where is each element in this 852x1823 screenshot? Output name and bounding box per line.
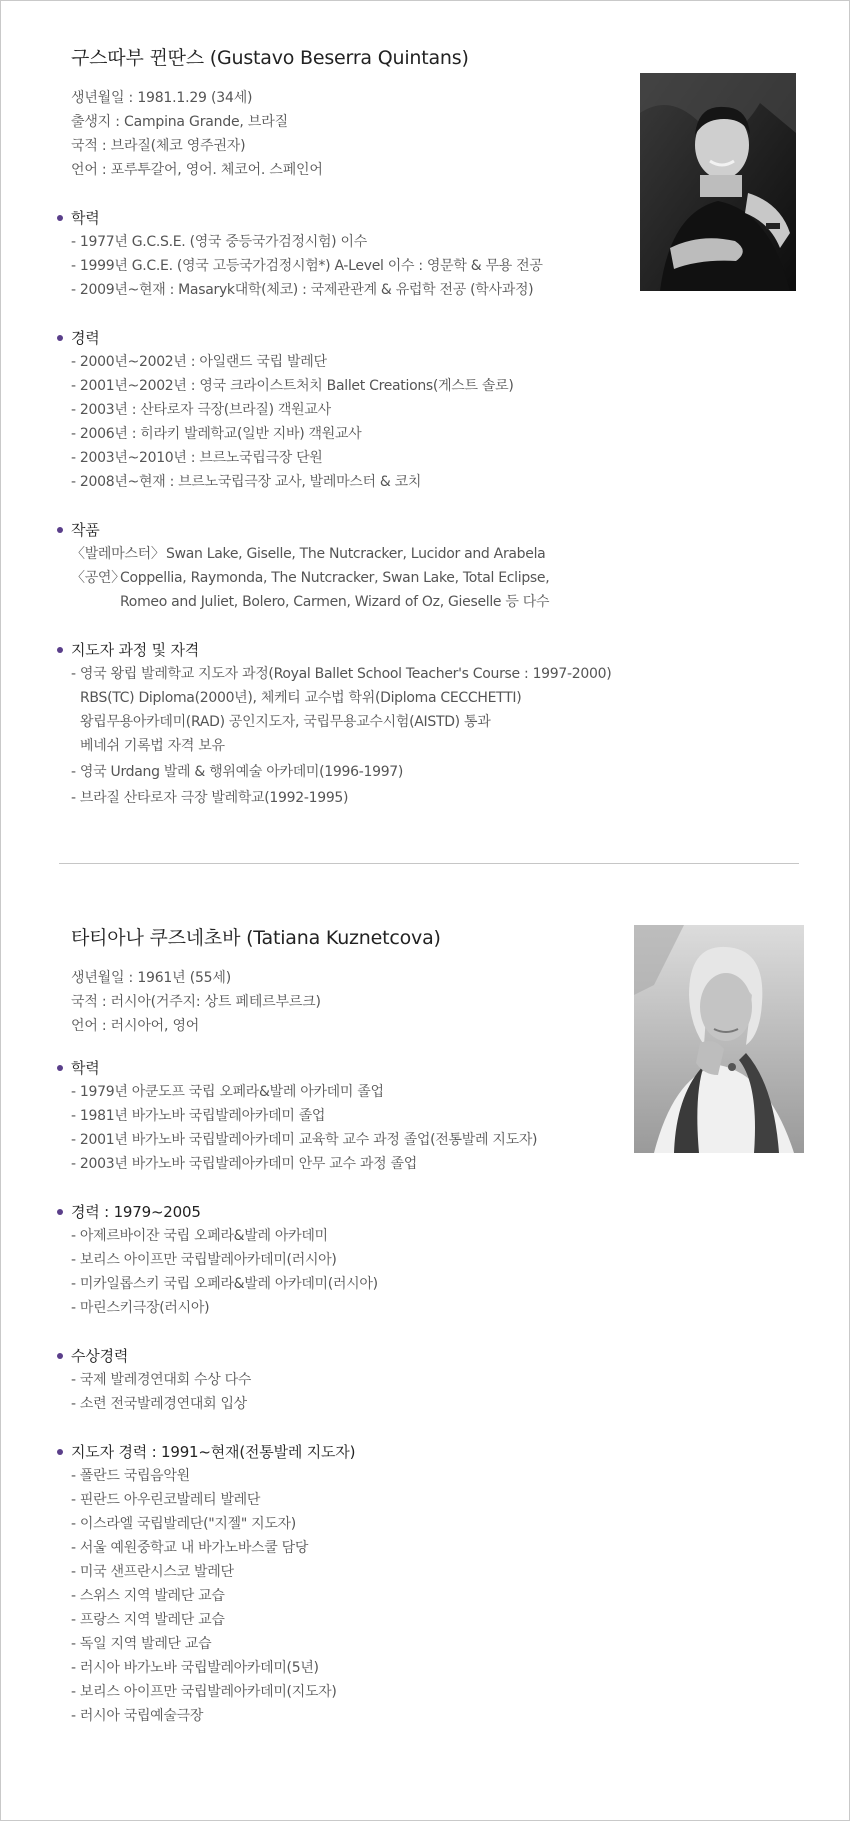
list-item: - 서울 예원중학교 내 바가노바스쿨 담당 (71, 1540, 309, 1556)
list-item: - 영국 왕립 발레학교 지도자 과정(Royal Ballet School Teacher's Course : 1997-2000) (71, 666, 612, 682)
bullet-icon (57, 1065, 63, 1071)
list-item: - 2003년 바가노바 국립발레아카데미 안무 교수 과정 졸업 (71, 1156, 417, 1172)
info-nationality: 국적 : 브라질(체코 영주권자) (71, 138, 246, 154)
bullet-icon (57, 335, 63, 341)
bullet-icon (57, 1209, 63, 1215)
section-education (54, 1056, 811, 1176)
list-item-continued: 베네쉬 기록법 자격 보유 (80, 738, 225, 754)
list-item: - 독일 지역 발레단 교습 (71, 1636, 212, 1652)
profile-name: 타티아나 쿠즈네초바 (Tatiana Kuznetcova) (71, 927, 441, 949)
list-item: - 1977년 G.C.S.E. (영국 중등국가검정시험) 이수 (71, 234, 367, 250)
profile-info (71, 966, 321, 1038)
info-nationality: 국적 : 러시아(거주지: 상트 페테르부르크) (71, 994, 321, 1010)
list-item: - 1979년 아쿤도프 국립 오페라&발레 아카데미 졸업 (71, 1084, 384, 1100)
works-line: Romeo and Juliet, Bolero, Carmen, Wizard of Oz, Gieselle 등 다수 (120, 594, 550, 610)
list-item: - 1981년 바가노바 국립발레아카데미 졸업 (71, 1108, 326, 1124)
list-item: - 스위스 지역 발레단 교습 (71, 1588, 225, 1604)
works-line: Coppellia, Raymonda, The Nutcracker, Swan Lake, Total Eclipse, (120, 570, 550, 586)
list-item: - 보리스 아이프만 국립발레아카데미(지도자) (71, 1684, 337, 1700)
bullet-icon (57, 647, 63, 653)
list-item: - 2000년~2002년 : 아일랜드 국립 발레단 (71, 354, 327, 370)
section-title: 경력 : 1979~2005 (71, 1203, 201, 1221)
list-item-continued: RBS(TC) Diploma(2000년), 체케티 교수법 학위(Diploma CECCHETTI) (80, 690, 522, 706)
section-title: 경력 (71, 329, 100, 347)
list-item: - 1999년 G.C.E. (영국 고등국가검정시험*) A-Level 이수 : 영문학 & 무용 전공 (71, 258, 543, 274)
section-title: 학력 (71, 209, 100, 227)
section-title: 작품 (71, 521, 100, 539)
list-item: - 폴란드 국립음악원 (71, 1468, 190, 1484)
works-row (54, 566, 811, 614)
section-title: 지도자 경력 : 1991~현재(전통발레 지도자) (71, 1443, 356, 1461)
list-item: - 브라질 산타로자 극장 발레학교(1992-1995) (71, 790, 349, 806)
list-item: - 마린스키극장(러시아) (71, 1300, 210, 1316)
list-item: - 국제 발레경연대회 수상 다수 (71, 1372, 252, 1388)
section-career (54, 1200, 811, 1320)
list-item: - 미국 샌프란시스코 발레단 (71, 1564, 234, 1580)
works-category: 〈공연〉 (71, 570, 125, 586)
list-item: - 프랑스 지역 발레단 교습 (71, 1612, 225, 1628)
list-item: - 아제르바이잔 국립 오페라&발레 아카데미 (71, 1228, 328, 1244)
list-item: - 2006년 : 히라키 발레학교(일반 지바) 객원교사 (71, 426, 362, 442)
works-line: Swan Lake, Giselle, The Nutcracker, Lucidor and Arabela (166, 546, 546, 562)
list-item: - 보리스 아이프만 국립발레아카데미(러시아) (71, 1252, 337, 1268)
section-title: 지도자 과정 및 자격 (71, 641, 200, 659)
list-item: - 2001년~2002년 : 영국 크라이스트처치 Ballet Creations(게스트 솔로) (71, 378, 514, 394)
profile-card (1, 1, 851, 859)
section-awards (54, 1344, 811, 1416)
bullet-icon (57, 527, 63, 533)
list-item: - 2003년~2010년 : 브르노국립극장 단원 (71, 450, 323, 466)
list-item: - 핀란드 아우린코발레티 발레단 (71, 1492, 261, 1508)
list-item: - 러시아 국립예술극장 (71, 1708, 204, 1724)
profile-info (71, 86, 323, 182)
info-birthdate: 생년월일 : 1961년 (55세) (71, 970, 231, 986)
list-item-continued: 왕립무용아카데미(RAD) 공인지도자, 국립무용교수시험(AISTD) 통과 (80, 714, 491, 730)
section-title: 수상경력 (71, 1347, 129, 1365)
works-category: 〈발레마스터〉 (71, 546, 165, 562)
bullet-icon (57, 215, 63, 221)
list-item: - 러시아 바가노바 국립발레아카데미(5년) (71, 1660, 319, 1676)
profile-card (1, 871, 851, 1821)
works-row (54, 542, 811, 566)
section-title: 학력 (71, 1059, 100, 1077)
list-item: - 영국 Urdang 발레 & 행위예술 아카데미(1996-1997) (71, 764, 404, 780)
list-item: - 2009년~현재 : Masaryk대학(체코) : 국제관관계 & 유럽학 전공 (학사과정) (71, 282, 534, 298)
section-career (54, 326, 811, 494)
list-item: - 미카일롭스키 국립 오페라&발레 아카데미(러시아) (71, 1276, 378, 1292)
list-item: - 2003년 : 산타로자 극장(브라질) 객원교사 (71, 402, 331, 418)
section-works (54, 518, 811, 614)
info-languages: 언어 : 러시아어, 영어 (71, 1018, 200, 1034)
info-birthplace: 출생지 : Campina Grande, 브라질 (71, 114, 288, 130)
profile-divider (59, 863, 799, 864)
section-qualifications (54, 638, 811, 810)
list-item: - 2008년~현재 : 브르노국립극장 교사, 발레마스터 & 코치 (71, 474, 422, 490)
list-item: - 2001년 바가노바 국립발레아카데미 교육학 교수 과정 졸업(전통발레 지도자) (71, 1132, 538, 1148)
section-education (54, 206, 811, 302)
section-teaching-career (54, 1440, 811, 1728)
info-birthdate: 생년월일 : 1981.1.29 (34세) (71, 90, 253, 106)
profile-name: 구스따부 뀐딴스 (Gustavo Beserra Quintans) (71, 47, 469, 69)
list-item: - 소련 전국발레경연대회 입상 (71, 1396, 247, 1412)
info-languages: 언어 : 포루투갈어, 영어. 체코어. 스페인어 (71, 162, 323, 178)
bullet-icon (57, 1449, 63, 1455)
list-item: - 이스라엘 국립발레단("지젤" 지도자) (71, 1516, 296, 1532)
bullet-icon (57, 1353, 63, 1359)
